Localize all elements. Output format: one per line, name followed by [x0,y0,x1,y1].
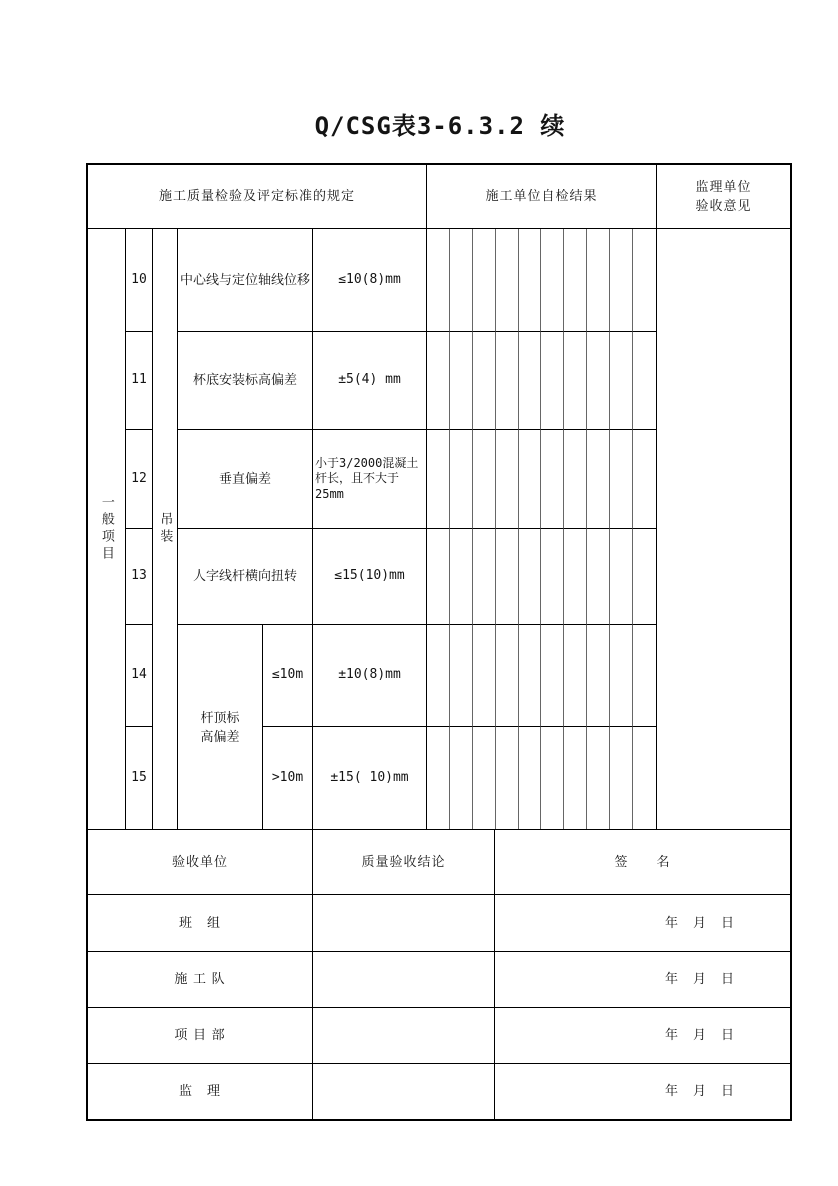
self-check-cell [519,229,542,332]
self-check-cell [541,727,564,829]
self-check-cell [427,430,450,529]
self-check-cell [610,529,633,625]
row-no-cell: 15 [126,727,153,830]
signature-date-cell: 年 月 日 [495,895,790,952]
self-check-cell [633,529,656,625]
conclusion-cell [313,895,495,952]
standard-cell: 小于3/2000混凝土杆长，且不大于25mm [313,430,427,529]
header-standards: 施工质量检验及评定标准的规定 [88,165,427,229]
condition-cell: >10m [263,727,313,830]
group-cell: 吊装 [153,229,178,830]
self-check-cell [450,332,473,430]
row-no-cell: 11 [126,332,153,430]
footer-header-signature: 签 名 [495,830,790,895]
self-check-cell [427,625,450,727]
condition-cell: ≤10m [263,625,313,727]
self-check-cell [496,332,519,430]
self-check-cell [427,332,450,430]
signature-date-cell: 年 月 日 [495,952,790,1008]
self-check-cell [450,229,473,332]
self-check-cell [610,229,633,332]
self-check-cell [496,229,519,332]
row-no-cell: 10 [126,229,153,332]
row-no-cell: 12 [126,430,153,529]
self-check-cell [519,332,542,430]
item-cell: 中心线与定位轴线位移 [178,229,313,332]
self-check-cell [564,332,587,430]
self-check-cell [450,727,473,829]
item-cell: 垂直偏差 [178,430,313,529]
standard-cell: ±10(8)mm [313,625,427,727]
self-check-cell [541,332,564,430]
supervisor-opinion-cell [657,229,790,830]
self-check-cell [427,229,450,332]
self-check-cell [564,229,587,332]
self-check-cell [610,625,633,727]
self-check-cell [610,727,633,829]
self-check-cell [427,727,450,829]
self-check-cell [564,625,587,727]
page-title: Q/CSG表3-6.3.2 续 [314,112,566,140]
self-check-cell [473,430,496,529]
self-check-cell [450,529,473,625]
self-check-cell [496,727,519,829]
self-check-cell [541,430,564,529]
footer-header-unit: 验收单位 [88,830,313,895]
header-supervisor [657,165,790,229]
unit-label-cell: 班 组 [88,895,313,952]
self-check-cell [427,529,450,625]
self-check-cell [633,332,656,430]
row-no-cell: 14 [126,625,153,727]
self-check-cell [587,625,610,727]
header-supervisor-line2: 验收意见 [695,197,752,213]
signature-date-cell: 年 月 日 [664,1083,735,1099]
conclusion-cell [313,952,495,1008]
self-check-cell [450,430,473,529]
item-cell: 人字线杆横向扭转 [178,529,313,625]
header-selfcheck-result: 施工单位自检结果 [427,165,657,229]
self-check-cell [633,727,656,829]
self-check-cell [473,727,496,829]
self-check-cell [473,625,496,727]
category-cell: 一般项目 [88,229,126,830]
self-check-cell [587,332,610,430]
self-check-cell [473,529,496,625]
self-check-cell [496,625,519,727]
item-cell: 杯底安装标高偏差 [178,332,313,430]
self-check-cell [633,430,656,529]
self-check-cell [587,229,610,332]
self-check-cell [496,529,519,625]
self-check-cell [564,727,587,829]
row-no-cell: 13 [126,529,153,625]
self-check-cell [541,625,564,727]
unit-label-cell: 项 目 部 [88,1008,313,1064]
signoff-grid [88,830,790,1119]
self-check-cell [541,229,564,332]
self-check-cell [541,529,564,625]
standard-cell: ≤10(8)mm [313,229,427,332]
quality-table [86,163,792,1121]
self-check-cell [496,430,519,529]
item-cell-merged [178,625,263,830]
standard-cell: ≤15(10)mm [313,529,427,625]
self-check-cell [519,625,542,727]
item-cell-merged-label: 杆顶标高偏差 [200,709,240,744]
unit-label-cell: 监 理 [88,1064,313,1119]
self-check-cell [473,229,496,332]
conclusion-cell [313,1064,495,1119]
header-supervisor-line1: 监理单位 [695,178,752,194]
conclusion-cell [313,1008,495,1064]
self-check-grid [427,229,657,830]
self-check-cell [610,430,633,529]
standard-cell: ±15( 10)mm [313,727,427,830]
self-check-cell [519,430,542,529]
standard-cell: ±5(4) mm [313,332,427,430]
self-check-cell [564,430,587,529]
self-check-cell [450,625,473,727]
unit-label-cell: 施 工 队 [88,952,313,1008]
self-check-cell [633,229,656,332]
self-check-cell [587,430,610,529]
signature-date-cell: 年 月 日 [495,1008,790,1064]
inspection-grid [88,165,790,830]
self-check-cell [633,625,656,727]
self-check-cell [587,727,610,829]
self-check-cell [519,529,542,625]
self-check-cell [519,727,542,829]
self-check-cell [610,332,633,430]
self-check-cell [473,332,496,430]
self-check-cell [587,529,610,625]
self-check-cell [564,529,587,625]
footer-header-conclusion: 质量验收结论 [313,830,495,895]
